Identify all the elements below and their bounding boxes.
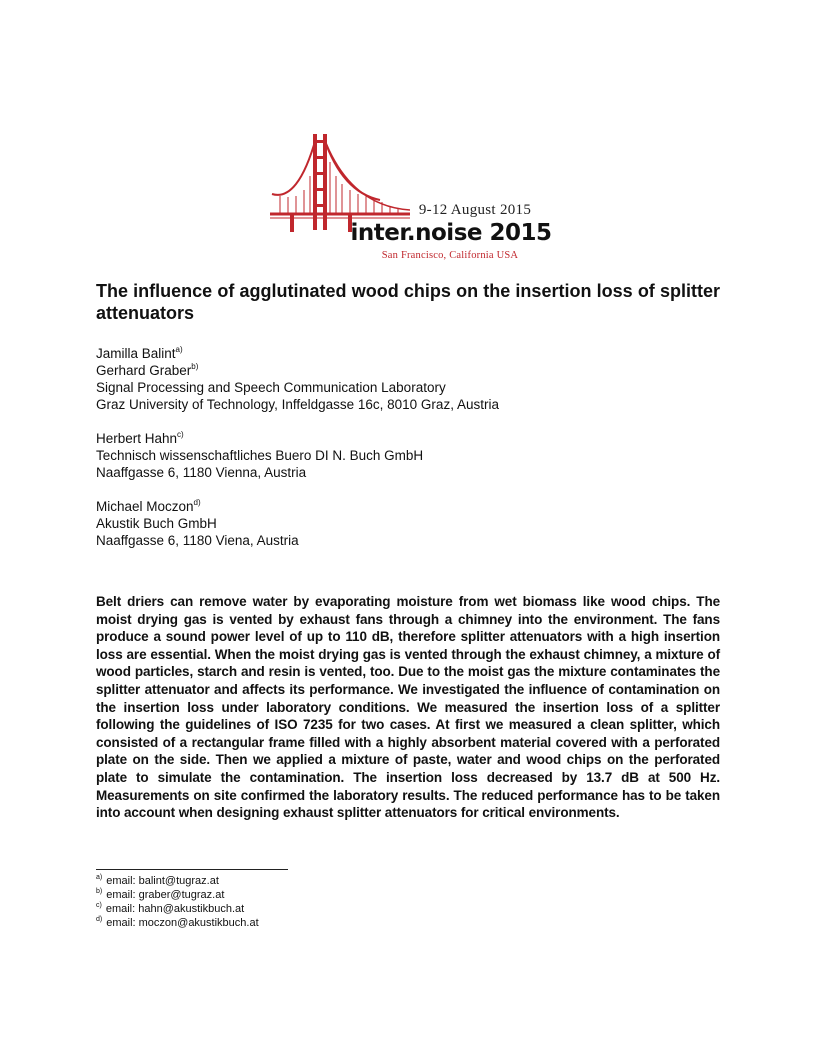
author-balint: Jamilla Balint$^{a)}$	[96, 345, 183, 361]
email-link: email: hahn@akustikbuch.at	[105, 903, 245, 915]
footnote-divider	[96, 869, 288, 870]
email-link: email: moczon@akustikbuch.at	[106, 917, 259, 929]
affiliation-line: Signal Processing and Speech Communication Laboratory	[96, 380, 446, 395]
footnote-mark: a)	[175, 345, 183, 354]
golden-gate-bridge-icon	[270, 132, 410, 232]
affiliation-line: Technisch wissenschaftliches Buero DI N. Buch GmbH	[96, 448, 424, 463]
footnote-item: $^{b)}$ email: graber@tugraz.at	[96, 888, 225, 901]
email-link: email: balint@tugraz.at	[106, 875, 219, 887]
author-moczon: Michael Moczon$^{d)}$	[96, 498, 201, 514]
footnote-mark: b)	[191, 362, 199, 371]
footnote-item: $^{d)}$ email: moczon@akustikbuch.at	[96, 916, 259, 929]
author-graber: Gerhard Graber$^{b)}$	[96, 362, 199, 378]
conference-date: 9-12 August 2015	[418, 202, 532, 218]
affiliation-line: Naaffgasse 6, 1180 Viena, Austria	[96, 533, 299, 548]
affiliation-line: Akustik Buch GmbH	[96, 516, 217, 531]
footnote-mark: c)	[177, 430, 184, 439]
conference-location: San Francisco, California USA	[381, 250, 519, 261]
affiliation-line: Graz University of Technology, Inffeldgasse 16c, 8010 Graz, Austria	[96, 397, 499, 412]
conference-name: inter.noise 2015	[350, 220, 552, 246]
author-block	[96, 345, 720, 566]
author-group-1	[96, 345, 720, 413]
footnote-item: $^{a)}$ email: balint@tugraz.at	[96, 874, 219, 887]
author-group-3	[96, 498, 720, 549]
author-group-2	[96, 430, 720, 481]
conference-logo	[270, 132, 550, 262]
footnotes	[96, 874, 496, 930]
footnote-item: $^{c)}$ email: hahn@akustikbuch.at	[96, 902, 245, 915]
paper-title: The influence of agglutinated wood chips on the insertion loss of splitter attenuators	[96, 281, 720, 323]
abstract: Belt driers can remove water by evaporating moisture from wet biomass like wood chips. The moist drying gas is vented by exhaust fans through a chimney into the environment. The fans produce a sound power level of up to 110 dB, therefore splitter attenuators with a high insertion loss are essential. When the moist drying gas is vented through the exhaust chimney, a mixture of wood particles, starch and resin is vented, too. Due to the moist gas the mixture contaminates the splitter attenuator and affects its performance. We investigated the influence of contamination on the insertion loss under laboratory conditions. We measured the insertion loss of a splitter following the guidelines of ISO 7235 for two cases. At first we measured a clean splitter, which consisted of a rectangular frame filled with a highly absorbent material covered with a perforated plate on the side. Then we applied a mixture of paste, water and wood chips on the perforated plate to simulate the contamination. The insertion loss decreased by 13.7 dB at 500 Hz. Measurements on site confirmed the laboratory results. The reduced performance has to be taken into account when designing exhaust splitter attenuators for critical environments.	[96, 594, 720, 821]
email-link: email: graber@tugraz.at	[106, 889, 225, 901]
footnote-mark: d)	[193, 498, 201, 507]
affiliation-line: Naaffgasse 6, 1180 Vienna, Austria	[96, 465, 307, 480]
author-hahn: Herbert Hahn$^{c)}$	[96, 430, 184, 446]
